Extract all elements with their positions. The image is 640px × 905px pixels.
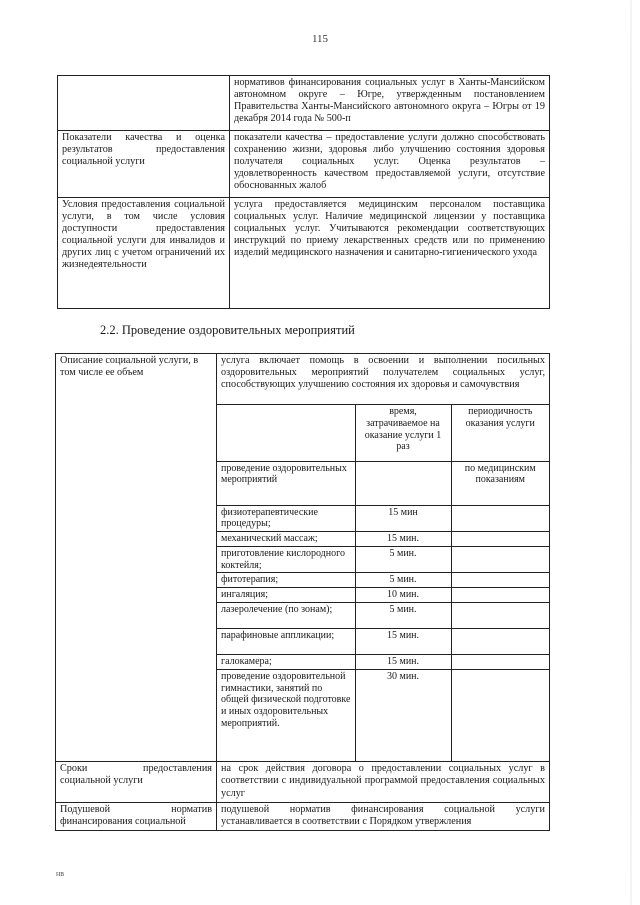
procedure-time [355,461,451,505]
table-cell-text: на срок действия договора о предоставлении социальных услуг в соответствии с индивидуальной программой предоставления социальных услуг [217,762,550,803]
table-row [217,603,549,629]
procedure-time: 10 мин. [355,588,451,603]
procedure-name: физиотерапевтические процедуры; [217,505,355,532]
table-row [58,76,550,131]
table-row [217,546,549,573]
procedure-frequency [451,655,549,670]
procedure-name: фитотерапия; [217,573,355,588]
table-row [56,803,550,830]
table-cell-text: услуга предоставляется медицинским персоналом поставщика социальных услуг. Наличие медицинской лицензии у поставщика социальных услуг. Учитываются рекомендации соответствующих инструкций по приему лекарственных средств или по применению изделий медицинского назначения и санитарно-гигиенического ухода [230,198,550,309]
header-cell [217,405,355,461]
table-cell-text: услуга включает помощь в освоении и выполнении посильных оздоровительных мероприятий получателем социальных услуг, способствующих улучшению состояния их здоровья и самочувствия [217,354,550,405]
table-header-row [217,405,549,461]
procedure-name: механический массаж; [217,532,355,547]
procedure-name: ингаляция; [217,588,355,603]
table-row [56,762,550,803]
table-row [217,573,549,588]
table-row [58,131,550,198]
table-cell-label: Сроки предоставления социальной услуги [56,762,217,803]
procedure-time: 15 мин. [355,629,451,655]
section-title: 2.2. Проведение оздоровительных мероприятий [100,323,355,337]
table-cell-text: подушевой норматив финансирования социальной услуги устанавливается в соответствии с Порядком утвержления [217,803,550,830]
table-cell-label: Показатели качества и оценка результатов предоставления социальной услуги [58,131,230,198]
procedure-time: 30 мин. [355,669,451,761]
footer-mark: нв [56,869,65,878]
table-row [217,532,549,547]
procedure-name: проведение оздоровительных мероприятий [217,461,355,505]
table-cell-label: Подушевой норматив финансирования социальной [56,803,217,830]
table-row [217,655,549,670]
table-row [217,629,549,655]
procedure-name: приготовление кислородного коктейля; [217,546,355,573]
social-service-table-2 [55,353,550,831]
social-service-table-1 [57,75,550,309]
page-number: 115 [311,33,329,45]
procedure-name: проведение оздоровительной гимнастики, занятий по общей физической подготовке и иных оздоровительных мероприятий. [217,669,355,761]
scan-edge-shadow [630,0,632,905]
table-cell-label: Описание социальной услуги, в том числе ее объем [56,354,217,762]
header-frequency: периодичность оказания услуги [451,405,549,461]
procedures-table [217,405,549,761]
procedures-cell [217,405,550,762]
procedure-name: лазеролечение (по зонам); [217,603,355,629]
table-row [217,588,549,603]
procedure-time: 5 мин. [355,603,451,629]
procedure-frequency [451,629,549,655]
procedure-time: 5 мин. [355,546,451,573]
procedure-frequency [451,669,549,761]
table-cell-label: Условия предоставления социальной услуги, в том числе условия доступности предоставления социальной услуги для инвалидов и других лиц с учетом ограничений их жизнедеятельности [58,198,230,309]
table-cell-label [58,76,230,131]
procedure-name: галокамера; [217,655,355,670]
procedure-time: 15 мин [355,505,451,532]
procedure-frequency [451,532,549,547]
procedure-frequency [451,603,549,629]
table-row [58,198,550,309]
table-row [217,669,549,761]
table-row [217,505,549,532]
procedure-frequency [451,588,549,603]
procedure-frequency [451,505,549,532]
procedure-time: 15 мин. [355,655,451,670]
table-cell-text: нормативов финансирования социальных услуг в Ханты-Мансийском автономном округе – Югре, утвержденным постановлением Правительства Ханты-Мансийского автономного округа – Югры от 19 декабря 2014 года № 500-п [230,76,550,131]
procedure-time: 15 мин. [355,532,451,547]
table-cell-text: показатели качества – предоставление услуги должно способствовать сохранению жизни, здоровья либо улучшению состояния здоровья получателя социальных услуг. Оценка результатов – удовлетворенность качеством предоставляемой услуги, отсутствие обоснованных жалоб [230,131,550,198]
procedure-frequency: по медицинским показаниям [451,461,549,505]
procedure-frequency [451,546,549,573]
table-row [217,461,549,505]
procedure-time: 5 мин. [355,573,451,588]
procedure-name: парафиновые аппликации; [217,629,355,655]
header-time: время, затрачиваемое на оказание услуги 1 раз [355,405,451,461]
procedure-frequency [451,573,549,588]
table-row [56,354,550,405]
